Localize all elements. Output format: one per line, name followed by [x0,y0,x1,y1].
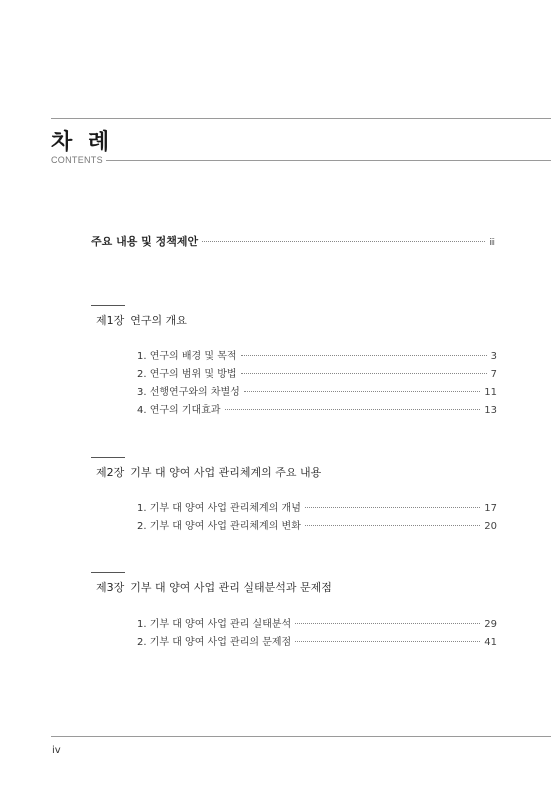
chapter-rule [91,305,125,306]
toc-entry-page: 17 [484,503,497,514]
chapter-rule [91,457,125,458]
page-number: iv [52,745,61,756]
header-top-rule [51,118,551,119]
chapter-heading[interactable] [96,464,321,480]
dot-leader [244,391,480,392]
footer-rule [51,736,551,737]
dot-leader [241,373,487,374]
toc-entry-label: 2. 기부 대 양여 사업 관리의 문제점 [137,637,292,648]
toc-entry-page: 20 [484,521,497,532]
toc-entry-label: 2. 연구의 범위 및 방법 [137,369,237,380]
dot-leader [305,525,480,526]
chapter-title: 기부 대 양여 사업 관리 실태분석과 문제점 [130,581,332,594]
toc-entry[interactable] [137,347,497,362]
chapter-number: 제1장 [96,314,125,327]
toc-entry[interactable] [137,383,497,398]
toc-entry-summary[interactable] [91,233,495,249]
toc-entry-label: 3. 선행연구와의 차별성 [137,387,240,398]
toc-entry[interactable] [137,633,497,648]
toc-entry-page: 7 [490,369,497,380]
toc-entry[interactable] [137,517,497,532]
chapter-number: 제2장 [96,466,125,479]
toc-entry[interactable] [137,499,497,514]
dot-leader [202,241,485,242]
toc-entry-page: 3 [490,351,497,362]
chapter-title: 연구의 개요 [130,314,187,327]
page-title: 차 례 [51,130,114,155]
toc-entry-page: 41 [484,637,497,648]
toc-entry-page: 13 [484,405,497,416]
chapter-rule [91,572,125,573]
dot-leader [295,641,480,642]
toc-entry[interactable] [137,401,497,416]
chapter-heading[interactable] [96,579,332,595]
chapter-heading[interactable] [96,312,187,328]
toc-entry-page: ⅲ [489,238,495,248]
page-subtitle: CONTENTS [51,155,103,165]
dot-leader [225,409,481,410]
chapter-title: 기부 대 양여 사업 관리체계의 주요 내용 [130,466,322,479]
toc-entry[interactable] [137,615,497,630]
toc-entry-page: 29 [484,619,497,630]
header-subtitle-rule [106,160,551,161]
toc-entry-label: 4. 연구의 기대효과 [137,405,221,416]
dot-leader [295,623,480,624]
dot-leader [241,355,487,356]
dot-leader [305,507,480,508]
toc-entry[interactable] [137,365,497,380]
toc-entry-label: 1. 기부 대 양여 사업 관리 실태분석 [137,619,292,630]
toc-entry-page: 11 [484,387,497,398]
toc-entry-label: 1. 기부 대 양여 사업 관리체계의 개념 [137,503,301,514]
chapter-number: 제3장 [96,581,125,594]
toc-entry-label: 2. 기부 대 양여 사업 관리체계의 변화 [137,521,301,532]
toc-entry-label: 1. 연구의 배경 및 목적 [137,351,237,362]
toc-entry-label: 주요 내용 및 정책제안 [91,235,199,248]
